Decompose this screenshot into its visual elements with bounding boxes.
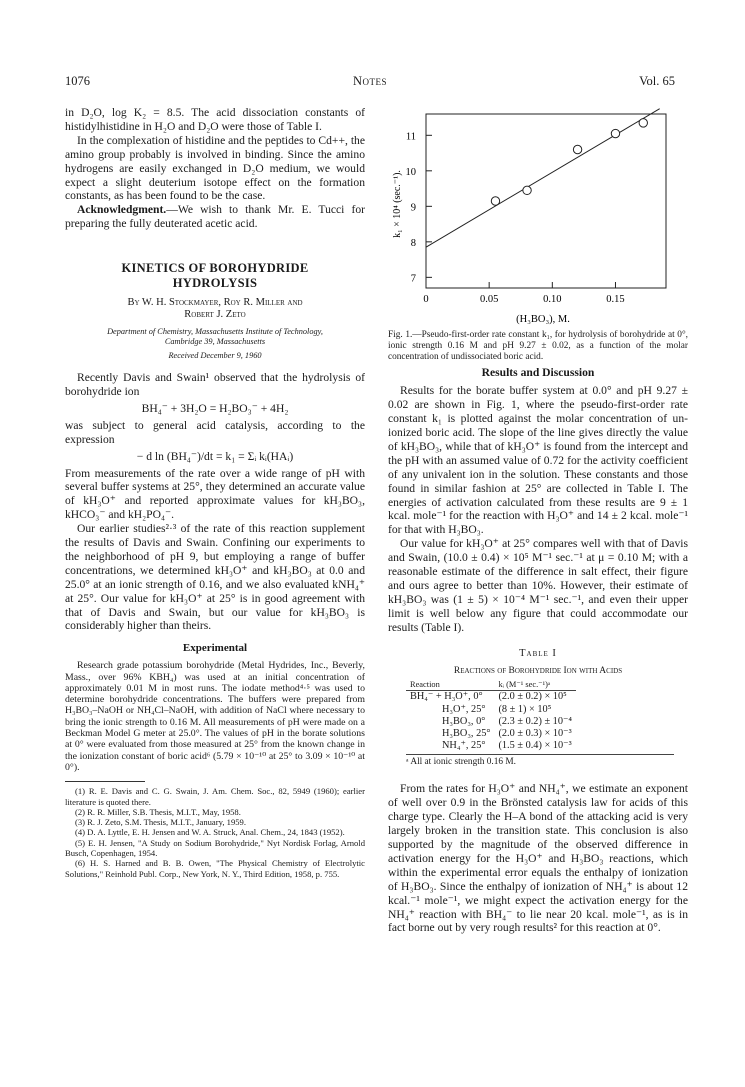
footnote: (5) E. H. Jensen, "A Study on Sodium Borohydride," Nyt Nordisk Forlag, Arnold Busch, Copenhagen, 1954.	[65, 837, 365, 859]
data-point	[611, 129, 619, 137]
title-line-2: HYDROLYSIS	[172, 276, 258, 291]
table-title: Table I	[519, 647, 557, 659]
article-title	[65, 261, 365, 291]
footnotes	[65, 786, 365, 879]
data-point	[491, 197, 499, 205]
results-paragraph-3: From the rates for H₃O⁺ and NH₄⁺, we estimate an exponent of well over 0.9 in the Brönsted catalysis law for acids of this charge type. Clearly the H–A bond of the attacking acid is very largely broken in the transition state. This conclusion is also supported by the magnitude of the observed difference in activation energy for the H₃O⁺ and H₃BO₃ reactions, which within the experimental error equals the enthalpy of ionization of H₃BO₃. Since the enthalpy of ionization of NH₄⁺ is about 12 kcal.⁻¹ mole⁻¹, we might expect the activation energy for the NH₄⁺ reaction with BH₄⁻ to lie near 20 kcal. mole⁻¹, as is in fact borne out by very rough results² for this reaction at 0°.	[388, 782, 688, 935]
table-header-k: kᵢ (M⁻¹ sec.⁻¹)ᵃ	[494, 680, 576, 691]
table-row	[406, 740, 576, 752]
table-subtitle: Reactions of Borohydride Ion with Acids	[453, 665, 623, 676]
left-column	[65, 106, 365, 879]
y-axis-label: k₁ × 10⁴ (sec.⁻¹).	[392, 170, 403, 238]
body-paragraph-2: was subject to general acid catalysis, according to the expression	[65, 418, 365, 446]
intro-paragraph-2: In the complexation of histidine and the peptides to Cd++, the amino group probably is involved in binding. Since the amino hydrogens are easily exchanged in D₂O medium, we would expect a slight deuterium isotope effect on the formation constants, as has been found to be the case.	[65, 133, 365, 203]
data-point	[523, 186, 531, 194]
results-paragraph-2: Our value for kH₃O⁺ at 25° compares well with that of Davis and Swain, (10.0 ± 0.4) × 10⁵ M⁻¹ sec.⁻¹ at μ = 0.10 M; with a reasonable estimate of the difference in salt effect, their figure and ours agree to better than 10%. However, their estimate of kH₃BO₃ was (1 ± 5) × 10⁻⁴ M⁻¹ sec.⁻¹, and even their upper limit is well below any figure that could accommodate our results (Table I).	[388, 537, 688, 634]
body-paragraph-1: Recently Davis and Swain¹ observed that the hydrolysis of borohydride ion	[65, 371, 365, 398]
right-column	[388, 106, 688, 935]
table-cell: (2.3 ± 0.2) ± 10⁻⁴	[498, 715, 573, 727]
x-tick-label: 0.15	[606, 294, 625, 305]
footnote-rule	[65, 781, 145, 782]
affiliation	[65, 327, 365, 347]
footnote: (4) D. A. Lyttle, E. H. Jensen and W. A. Struck, Anal. Chem., 24, 1843 (1952).	[75, 827, 345, 838]
body-paragraph-4: Our earlier studies²·³ of the rate of this reaction supplement the results of Davis and Swain. Confining our experiments to the neighborhood of pH 9, but employing a range of buffer concentrations, we determined kH₃O⁺ and kH₃BO₃ at 0.0 and 25.0° at an ionic strength of 0.16, and we also evaluated kNH₄⁺ at 25°. Our value for kH₃O⁺ at 25° is in good agreement with that of Davis and Swain, but our value for kH₃BO₃ is considerably higher than theirs.	[65, 522, 365, 633]
authors-line-2: Robert J. Zeto	[184, 309, 246, 321]
page-number: 1076	[65, 74, 90, 88]
y-tick-label: 10	[405, 166, 416, 178]
y-tick-label: 9	[410, 202, 416, 214]
footnote: (6) H. S. Harned and B. B. Owen, "The Physical Chemistry of Electrolytic Solutions," Reinhold Publ. Corp., New York, N. Y., Third Edition, 1958, p. 755.	[65, 858, 365, 879]
volume: Vol. 65	[639, 74, 675, 88]
rate-table	[406, 680, 576, 752]
table-header-reaction: Reaction	[406, 680, 494, 691]
table-row	[406, 704, 576, 716]
title-line-1: KINETICS OF BOROHYDRIDE	[121, 261, 309, 276]
experimental-heading: Experimental	[182, 642, 248, 655]
x-tick-label: 0.10	[543, 294, 562, 305]
running-head: Notes	[352, 74, 388, 88]
table-cell: (1.5 ± 0.4) × 10⁻³	[498, 740, 572, 752]
table-footnote: ᵃ All at ionic strength 0.16 M.	[406, 754, 674, 770]
table-cell: H₃O⁺, 25°	[442, 703, 486, 715]
rate-constant-chart	[388, 106, 688, 328]
y-tick-label: 8	[410, 237, 416, 249]
figure-1	[388, 106, 688, 328]
x-tick-label: 0.05	[479, 294, 499, 305]
department-line-2: Cambridge 39, Massachusetts	[164, 337, 266, 347]
table-row	[406, 716, 576, 728]
fit-line	[426, 109, 660, 247]
results-heading: Results and Discussion	[481, 366, 595, 380]
intro-paragraph-1: in D₂O, log K₂ = 8.5. The acid dissociation constants of histidylhistidine in H₂O and D₂O were those of Table I.	[65, 106, 365, 133]
ack-label: Acknowledgment.	[77, 203, 167, 217]
authors	[65, 297, 365, 321]
footnote: (2) R. R. Miller, S.B. Thesis, M.I.T., May, 1958.	[75, 806, 241, 817]
footnote: (3) R. J. Zeto, S.M. Thesis, M.I.T., January, 1959.	[75, 817, 246, 828]
table-cell: BH₄⁻ + H₃O⁺, 0°	[410, 691, 483, 703]
equation-1: BH₄⁻ + 3H₂O = H₂BO₃⁻ + 4H₂	[141, 401, 289, 415]
experimental-text: Research grade potassium borohydride (Metal Hydrides, Inc., Beverly, Mass., over 96% KBH₄) was used at an initial concentration of approximately 0.01 M in most runs. The iodate method⁴·⁵ was used to determine borohydride concentrations. The buffers were prepared from H₃BO₃–NaOH or NH₄Cl–NaOH, with addition of NaCl where necessary to bring the ionic strength to 0.16 M. All measurements of pH were made on a Beckman Model G meter at 25.0°. The values of pH in the borate solutions at 0° were evaluated from those measured at 25° from the known change in the ionization constant of boric acid⁶ (5.79 × 10⁻¹⁰ at 25° to 3.09 × 10⁻¹⁰ at 0°).	[65, 660, 365, 773]
acknowledgment	[65, 203, 365, 231]
table-cell: H₃BO₃, 25°	[442, 728, 491, 740]
table-cell: H₃BO₃, 0°	[442, 715, 486, 727]
data-point	[573, 145, 581, 153]
table-row	[406, 691, 576, 704]
data-point	[639, 119, 647, 127]
plot-frame	[426, 114, 666, 288]
table-row	[406, 728, 576, 740]
table-cell: (2.0 ± 0.2) × 10⁵	[498, 691, 567, 703]
figure-caption: Fig. 1.—Pseudo-first-order rate constant k₁, for hydrolysis of borohydride at 0°, ionic strength 0.16 M and pH 9.27 ± 0.02, as a function of the molar concentration of undissociated boric acid.	[388, 330, 688, 362]
equation-2: − d ln (BH₄⁻)/dt = k₁ = Σᵢ kᵢ(HAᵢ)	[136, 449, 294, 463]
table-cell: NH₄⁺, 25°	[442, 740, 486, 752]
department-line-1: Department of Chemistry, Massachusetts Institute of Technology,	[107, 327, 323, 337]
x-axis-label: (H₃BO₃), M.	[516, 314, 570, 325]
body-paragraph-3: From measurements of the rate over a wide range of pH with several buffer systems at 25°, they determined an accurate value of kH₃O⁺ and reported approximate values for kH₃BO₃, kHCO₃⁻ and kH₂PO₄⁻.	[65, 466, 365, 522]
results-paragraph-1: Results for the borate buffer system at 0.0° and pH 9.27 ± 0.02 are shown in Fig. 1, where the pseudo-first-order rate constant k₁ is plotted against the molar concentration of un-ionized boric acid. The slope of the line gives directly the value of kH₃BO₃, while that of kH₃O⁺ is found from the intercept and the pH with an assumed value of 0.72 for the activity coefficient of any univalent ion in the solution. These constants and those found in similar fashion at 25° are collected in Table I. The energies of activation calculated from these results are 9 ± 1 kcal. mole⁻¹ for the reaction with H₃O⁺ and 14 ± 2 kcal. mole⁻¹ for that with H₃BO₃.	[388, 384, 688, 537]
page-header	[65, 74, 675, 90]
ack-text: —We wish to thank Mr. E. Tucci for preparing the fully deuterated acetic acid.	[65, 203, 365, 231]
authors-line-1: By W. H. Stockmayer, Roy R. Miller and	[127, 297, 303, 309]
y-tick-label: 7	[410, 273, 416, 285]
footnote: (1) R. E. Davis and C. G. Swain, J. Am. Chem. Soc., 82, 5949 (1960); earlier literature is quoted there.	[65, 786, 365, 807]
y-tick-label: 11	[405, 131, 416, 143]
table-cell: (2.0 ± 0.3) × 10⁻³	[498, 728, 572, 740]
received-date: Received December 9, 1960	[168, 351, 262, 361]
table-cell: (8 ± 1) × 10⁵	[498, 703, 552, 715]
x-tick-label: 0	[423, 294, 429, 305]
